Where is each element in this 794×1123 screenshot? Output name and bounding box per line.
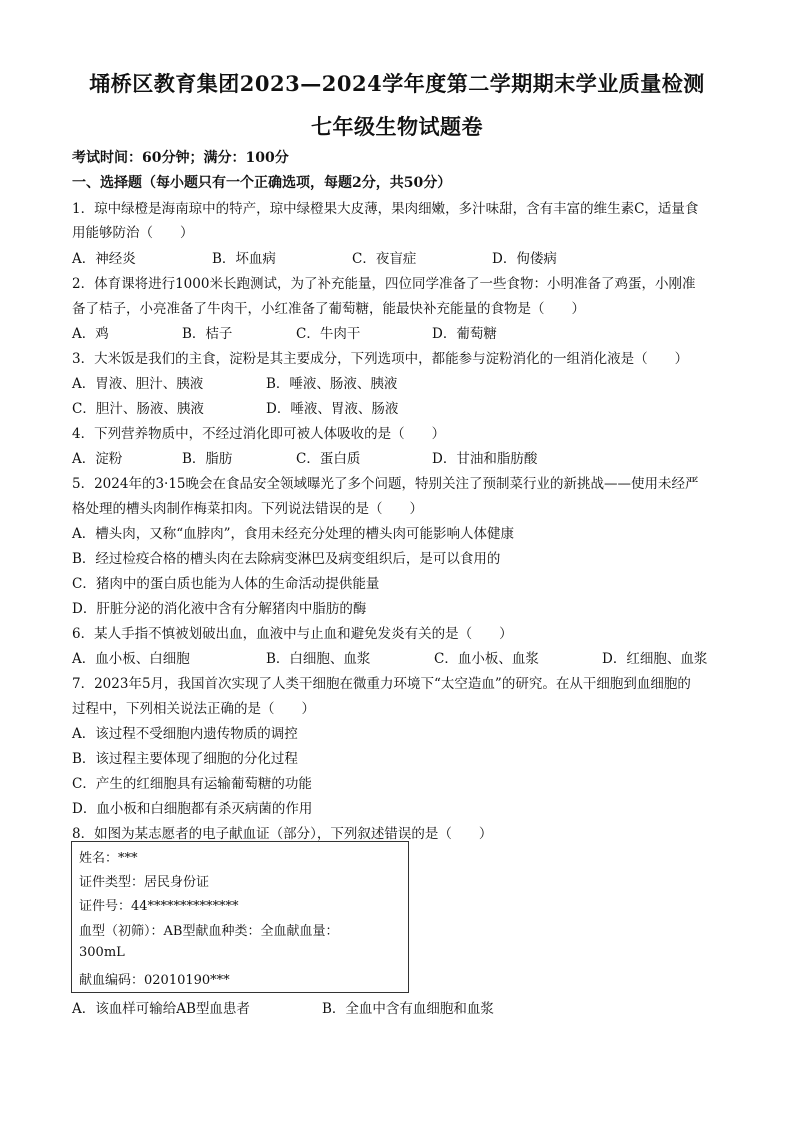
- q7-option-a: A．该过程不受细胞内遗传物质的调控: [72, 726, 298, 742]
- question-1-stem: 1．琼中绿橙是海南琼中的特产，琼中绿橙果大皮薄，果肉细嫩，多汁味甜，含有丰富的维生素C，适量食: [72, 201, 699, 217]
- section-heading: 一、选择题（每小题只有一个正确选项，每题2分，共50分）: [72, 175, 452, 191]
- question-5-stem-cont: 格处理的槽头肉制作梅菜扣肉。下列说法错误的是（ ）: [72, 501, 423, 517]
- q7-option-d: D．血小板和白细胞都有杀灭病菌的作用: [72, 801, 313, 817]
- q1-option-b: B．坏血病: [212, 251, 276, 267]
- question-2-stem: 2．体育课将进行1000米长跑测试，为了补充能量，四位同学准备了一些食物：小明准备了鸡蛋，小刚准: [72, 276, 696, 292]
- q1-option-a: A．神经炎: [72, 251, 136, 267]
- q4-option-c: C．蛋白质: [296, 451, 361, 467]
- q5-option-a: A．槽头肉，又称“血脖肉”，食用未经充分处理的槽头肉可能影响人体健康: [72, 526, 515, 542]
- question-3-stem: 3．大米饭是我们的主食，淀粉是其主要成分，下列选项中，都能参与淀粉消化的一组消化液是（ ）: [72, 351, 689, 367]
- q3-option-a: A．胃液、胆汁、胰液: [72, 376, 204, 392]
- q3-option-c: C．胆汁、肠液、胰液: [72, 401, 204, 417]
- q5-option-c: C．猪肉中的蛋白质也能为人体的生命活动提供能量: [72, 576, 380, 592]
- q1-option-c: C．夜盲症: [352, 251, 417, 267]
- q1-option-d: D．佝偻病: [492, 251, 557, 267]
- card-code: 献血编码：02010190***: [79, 973, 230, 988]
- exam-title: 埇桥区教育集团2023—2024学年度第二学期期末学业质量检测: [89, 71, 705, 96]
- card-name: 姓名：***: [79, 851, 138, 866]
- question-7-stem-cont: 过程中，下列相关说法正确的是（ ）: [72, 701, 315, 717]
- q2-option-a: A．鸡: [72, 326, 109, 342]
- card-id-number: 证件号：44**************: [79, 899, 239, 914]
- q4-option-a: A．淀粉: [72, 451, 123, 467]
- blood-donation-card: [71, 841, 409, 993]
- card-volume: 300mL: [79, 945, 125, 960]
- q2-option-d: D．葡萄糖: [432, 326, 497, 342]
- q2-option-c: C．牛肉干: [296, 326, 361, 342]
- q5-option-b: B．经过检疫合格的槽头肉在去除病变淋巴及病变组织后，是可以食用的: [72, 551, 501, 567]
- q8-option-b: B．全血中含有血细胞和血浆: [322, 1001, 494, 1017]
- q5-option-d: D．肝脏分泌的消化液中含有分解猪肉中脂肪的酶: [72, 601, 367, 617]
- question-2-stem-cont: 备了桔子，小亮准备了牛肉干，小红准备了葡萄糖，能最快补充能量的食物是（ ）: [72, 301, 585, 317]
- q4-option-d: D．甘油和脂肪酸: [432, 451, 538, 467]
- exam-info: 考试时间：60分钟；满分：100分: [72, 150, 289, 166]
- q3-option-b: B．唾液、肠液、胰液: [266, 376, 398, 392]
- question-8-stem: 8．如图为某志愿者的电子献血证（部分），下列叙述错误的是（ ）: [72, 826, 493, 842]
- card-id-type: 证件类型：居民身份证: [79, 875, 210, 890]
- q7-option-b: B．该过程主要体现了细胞的分化过程: [72, 751, 298, 767]
- q4-option-b: B．脂肪: [182, 451, 233, 467]
- q3-option-d: D．唾液、胃液、肠液: [266, 401, 399, 417]
- question-5-stem: 5．2024年的3·15晚会在食品安全领域曝光了多个问题，特别关注了预制菜行业的新挑战——使用未经严: [72, 476, 699, 492]
- q8-option-a: A．该血样可输给AB型血患者: [72, 1001, 250, 1017]
- question-1-stem-cont: 用能够防治（ ）: [72, 225, 194, 241]
- question-4-stem: 4．下列营养物质中，不经过消化即可被人体吸收的是（ ）: [72, 426, 446, 442]
- q2-option-b: B．桔子: [182, 326, 233, 342]
- q7-option-c: C．产生的红细胞具有运输葡萄糖的功能: [72, 776, 312, 792]
- q6-option-c: C．血小板、血浆: [434, 651, 539, 667]
- question-7-stem: 7．2023年5月，我国首次实现了人类干细胞在微重力环境下“太空造血”的研究。在从干细胞到血细胞的: [72, 676, 691, 692]
- exam-subtitle: 七年级生物试题卷: [311, 114, 483, 139]
- q6-option-a: A．血小板、白细胞: [72, 651, 190, 667]
- card-blood-type: 血型（初筛）：AB型献血种类：全血献血量：: [79, 924, 339, 939]
- q6-option-d: D．红细胞、血浆: [602, 651, 708, 667]
- q6-option-b: B．白细胞、血浆: [266, 651, 371, 667]
- question-6-stem: 6．某人手指不慎被划破出血，血液中与止血和避免发炎有关的是（ ）: [72, 626, 513, 642]
